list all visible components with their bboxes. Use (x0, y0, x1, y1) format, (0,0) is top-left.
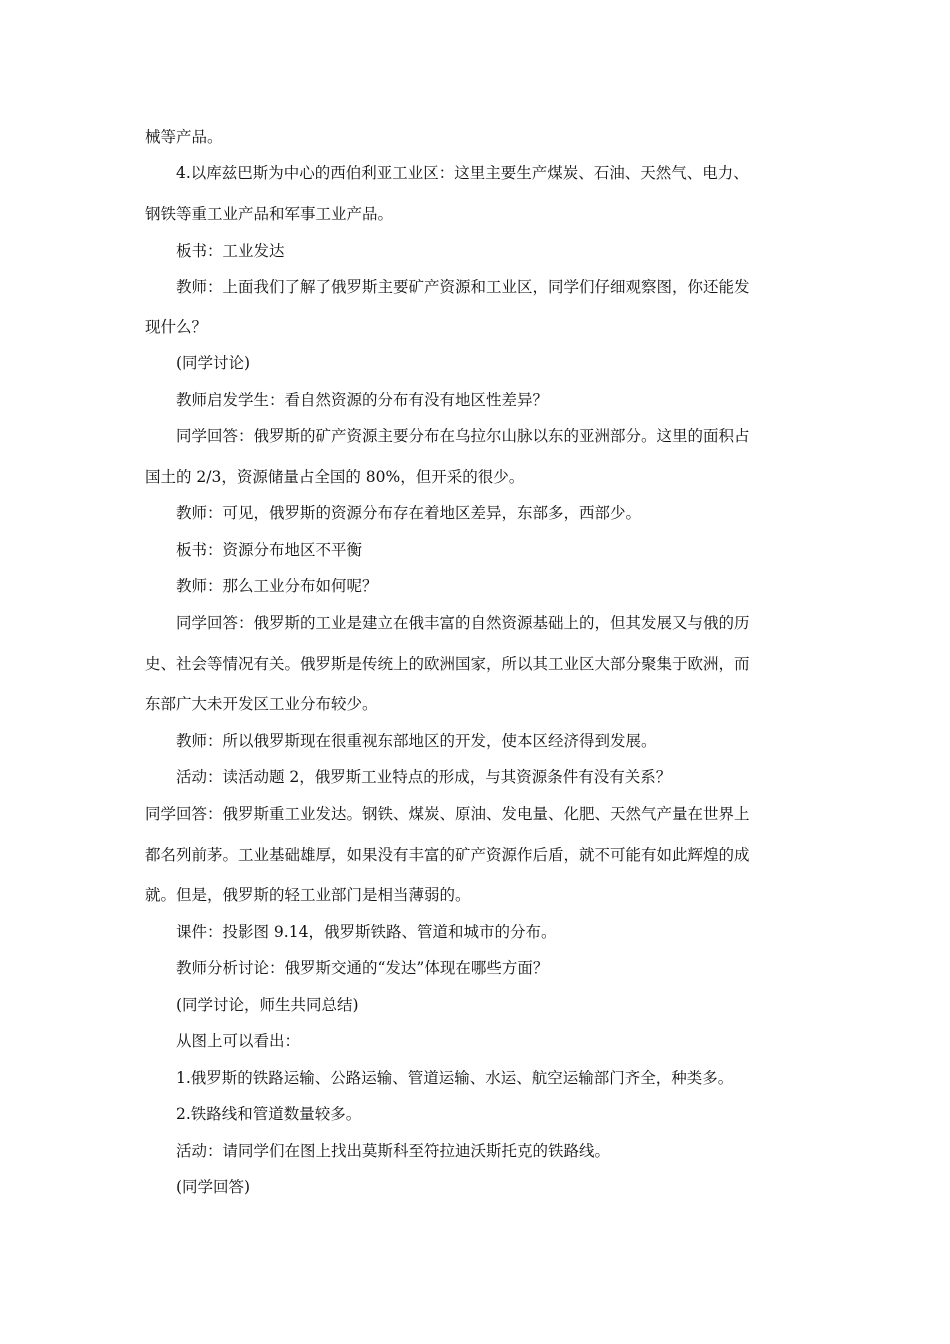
text-line: 同学回答：俄罗斯的工业是建立在俄丰富的自然资源基础上的，但其发展又与俄的历 (176, 614, 750, 632)
text-line: (同学讨论) (176, 354, 251, 372)
text-line: 史、社会等情况有关。俄罗斯是传统上的欧洲国家，所以其工业区大部分聚集于欧洲，而 (145, 655, 750, 673)
text-line: 板书：资源分布地区不平衡 (176, 541, 363, 559)
text-line: 板书：工业发达 (176, 242, 285, 260)
text-line: 东部广大未开发区工业分布较少。 (145, 695, 378, 713)
text-line: 活动：请同学们在图上找出莫斯科至符拉迪沃斯托克的铁路线。 (176, 1142, 611, 1160)
text-line: 4.以库兹巴斯为中心的西伯利亚工业区：这里主要生产煤炭、石油、天然气、电力、 (176, 164, 749, 182)
text-line: 2.铁路线和管道数量较多。 (176, 1105, 362, 1123)
text-line: 教师：上面我们了解了俄罗斯主要矿产资源和工业区，同学们仔细观察图，你还能发 (176, 278, 750, 296)
text-line: 同学回答：俄罗斯重工业发达。钢铁、煤炭、原油、发电量、化肥、天然气产量在世界上 (145, 805, 750, 823)
text-line: 活动：读活动题 2，俄罗斯工业特点的形成，与其资源条件有没有关系？ (176, 768, 672, 786)
text-line: 同学回答：俄罗斯的矿产资源主要分布在乌拉尔山脉以东的亚洲部分。这里的面积占 (176, 427, 750, 445)
text-line: 教师：所以俄罗斯现在很重视东部地区的开发，使本区经济得到发展。 (176, 732, 657, 750)
text-line: 教师：可见，俄罗斯的资源分布存在着地区差异，东部多，西部少。 (176, 504, 642, 522)
text-line: 教师：那么工业分布如何呢？ (176, 577, 378, 595)
text-line: 械等产品。 (145, 128, 223, 146)
text-line: 1.俄罗斯的铁路运输、公路运输、管道运输、水运、航空运输部门齐全，种类多。 (176, 1069, 734, 1087)
text-line: 都名列前茅。工业基础雄厚，如果没有丰富的矿产资源作后盾，就不可能有如此辉煌的成 (145, 846, 750, 864)
text-line: 就。但是，俄罗斯的轻工业部门是相当薄弱的。 (145, 886, 471, 904)
text-line: 从图上可以看出： (176, 1032, 301, 1050)
text-line: (同学讨论，师生共同总结) (176, 996, 359, 1014)
text-line: 现什么？ (145, 318, 208, 336)
text-line: 教师分析讨论：俄罗斯交通的“发达”体现在哪些方面？ (176, 959, 549, 977)
text-line: 课件：投影图 9.14，俄罗斯铁路、管道和城市的分布。 (176, 923, 557, 941)
text-line: (同学回答) (176, 1178, 251, 1196)
text-line: 教师启发学生：看自然资源的分布有没有地区性差异？ (176, 391, 549, 409)
text-line: 钢铁等重工业产品和军事工业产品。 (145, 205, 394, 223)
text-line: 国土的 2/3，资源储量占全国的 80%，但开采的很少。 (145, 468, 525, 486)
